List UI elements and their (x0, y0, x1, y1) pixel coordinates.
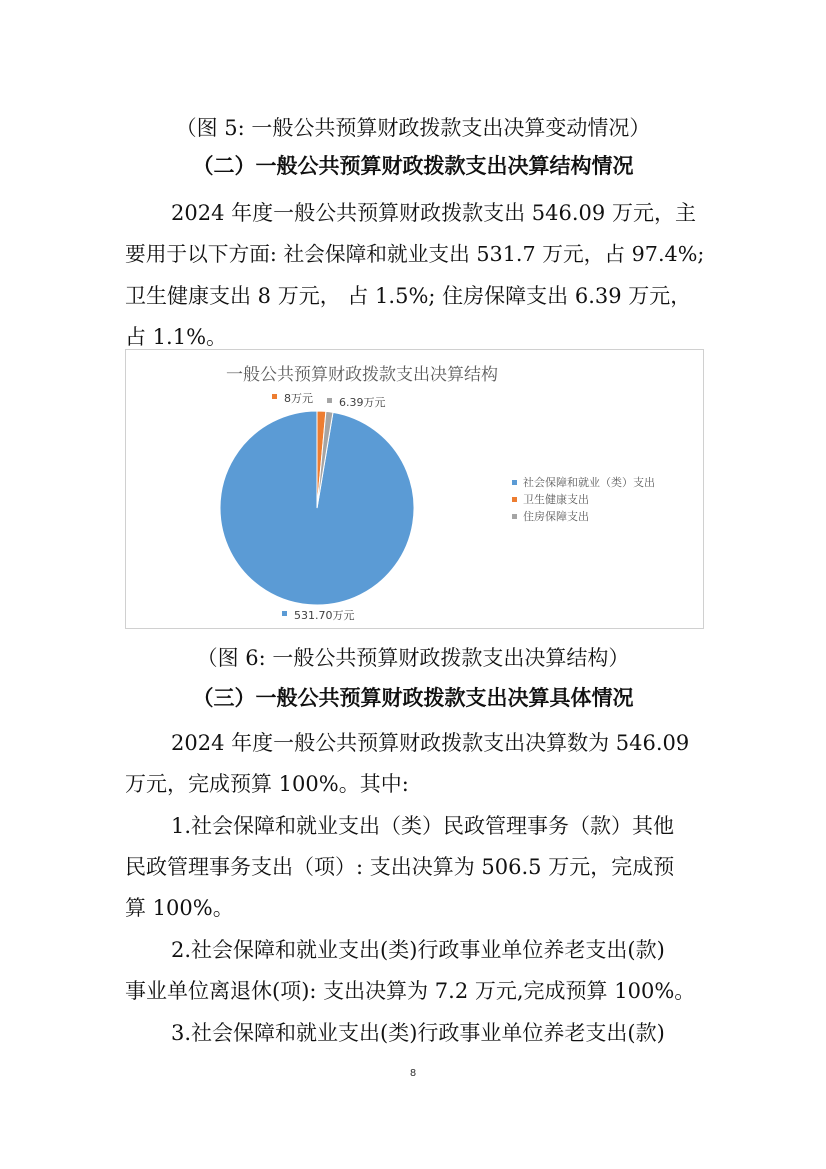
paragraph-line: 卫生健康支出 8 万元， 占 1.5%; 住房保障支出 6.39 万元， (125, 284, 692, 308)
paragraph-line: 算 100%。 (125, 896, 234, 920)
paragraph-line: 3.社会保障和就业支出(类)行政事业单位养老支出(款) (171, 1021, 665, 1045)
pie-chart-svg (126, 350, 703, 628)
legend-swatch (512, 514, 517, 519)
data-label-marker (282, 611, 287, 616)
data-label-text: 531.70万元 (294, 609, 355, 622)
paragraph-line: 2024 年度一般公共预算财政拨款支出决算数为 546.09 (171, 731, 690, 755)
data-label-text: 6.39万元 (339, 396, 386, 409)
legend-label: 卫生健康支出 (523, 493, 589, 506)
legend-item-2 (512, 509, 589, 523)
data-label-marker (272, 394, 277, 399)
paragraph-line: 占 1.1%。 (125, 325, 228, 349)
pie-chart (125, 349, 704, 629)
paragraph-line: 1.社会保障和就业支出（类）民政管理事务（款）其他 (171, 814, 675, 838)
legend-label: 社会保障和就业（类）支出 (523, 476, 655, 489)
paragraph-line: 万元，完成预算 100%。其中: (125, 772, 409, 796)
paragraph-line: 事业单位离退休(项): 支出决算为 7.2 万元,完成预算 100%。 (125, 979, 696, 1003)
figure-5-caption: （图 5: 一般公共预算财政拨款支出决算变动情况） (175, 116, 651, 140)
paragraph-line: 2024 年度一般公共预算财政拨款支出 546.09 万元，主 (171, 201, 696, 225)
data-label-1 (272, 392, 313, 405)
chart-title: 一般公共预算财政拨款支出决算结构 (226, 365, 498, 385)
data-label-marker (327, 398, 332, 403)
paragraph-line: 民政管理事务支出（项）: 支出决算为 506.5 万元，完成预 (125, 855, 675, 879)
legend-label: 住房保障支出 (523, 510, 589, 523)
paragraph-line: 要用于以下方面: 社会保障和就业支出 531.7 万元，占 97.4%; (125, 242, 705, 266)
legend-swatch (512, 497, 517, 502)
legend-item-1 (512, 492, 589, 506)
page-number: 8 (409, 1068, 417, 1079)
legend-swatch (512, 480, 517, 485)
data-label-2 (327, 396, 386, 409)
section-2-heading: （二）一般公共预算财政拨款支出决算结构情况 (192, 153, 634, 178)
figure-6-caption: （图 6: 一般公共预算财政拨款支出决算结构） (196, 646, 630, 670)
data-label-text: 8万元 (284, 392, 313, 405)
legend-item-0 (512, 475, 655, 489)
paragraph-line: 2.社会保障和就业支出(类)行政事业单位养老支出(款) (171, 938, 665, 962)
section-3-heading: （三）一般公共预算财政拨款支出决算具体情况 (192, 685, 634, 710)
data-label-0 (282, 609, 355, 622)
